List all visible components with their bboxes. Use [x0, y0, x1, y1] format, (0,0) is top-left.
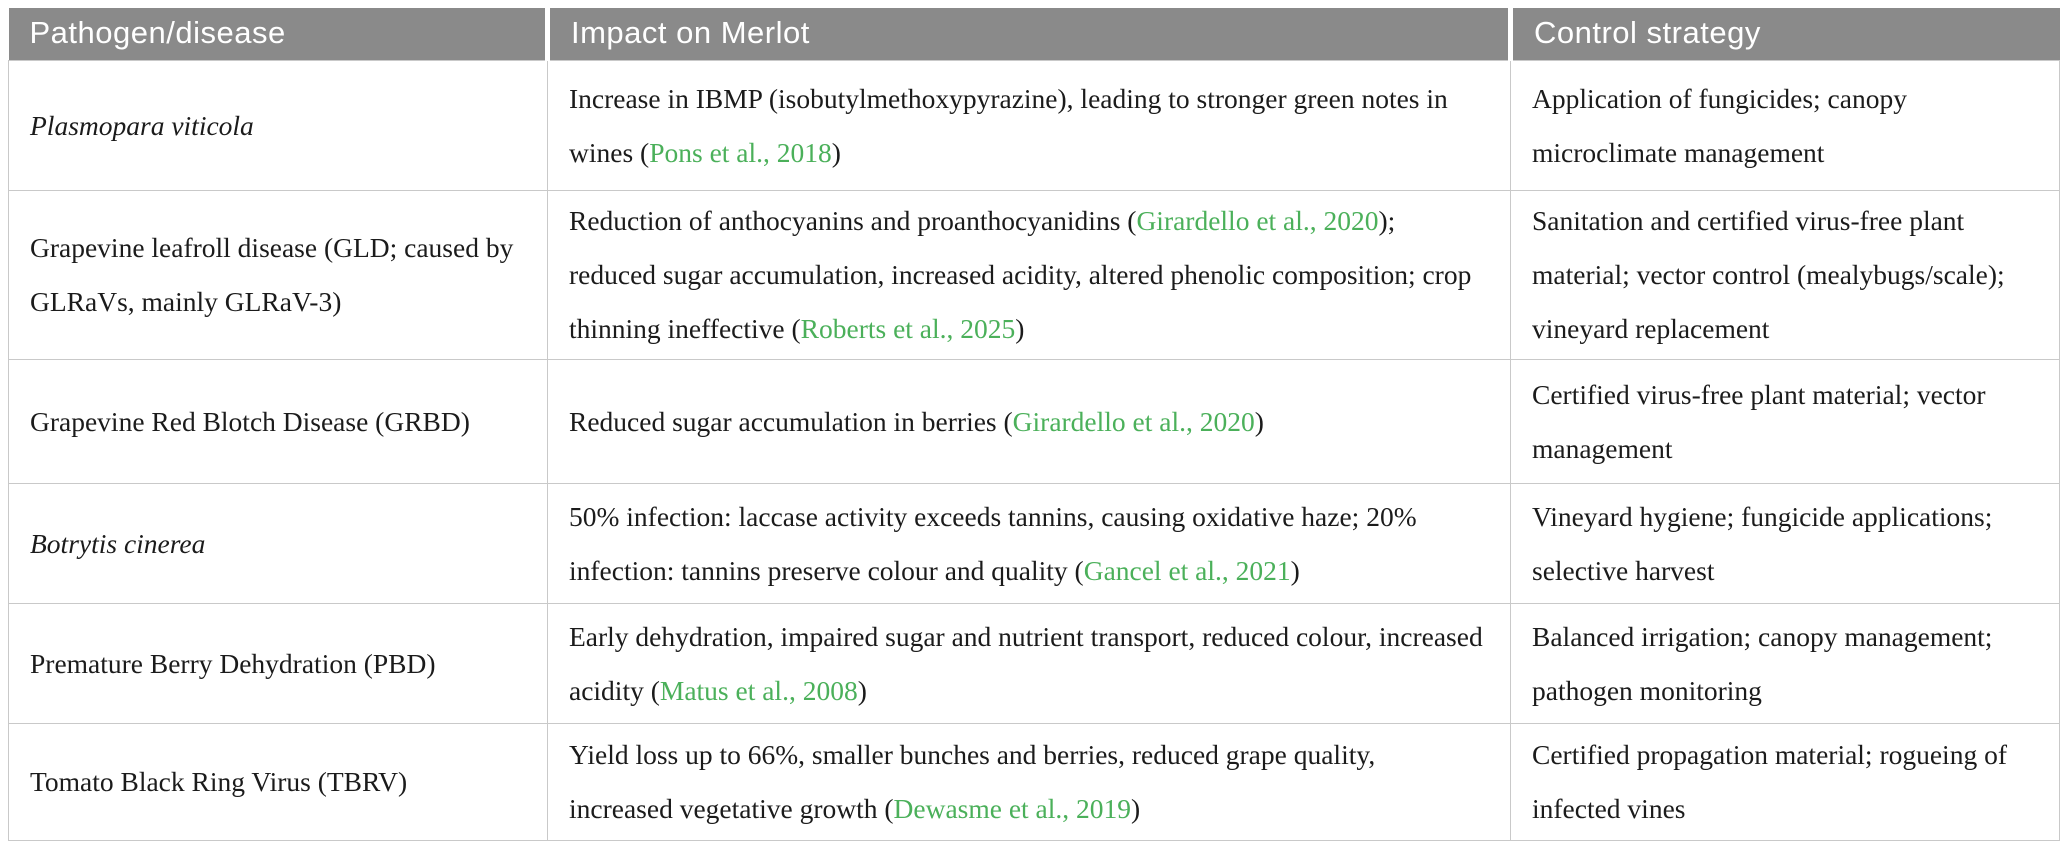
text-run: ) — [1254, 405, 1264, 437]
text-run: ) — [1015, 313, 1025, 344]
text-run: Premature Berry Dehydration (PBD) — [30, 647, 436, 679]
header-row — [9, 8, 2060, 61]
table-row — [9, 191, 2060, 360]
control-cell: Application of fungicides; canopy microclimate management — [1511, 61, 2060, 191]
pathogen-cell — [9, 484, 548, 604]
text-run: Grapevine leafroll disease (GLD; caused by GLRaVs, mainly GLRaV-3) — [30, 232, 514, 317]
table-row — [9, 61, 2060, 191]
citation-link[interactable]: Dewasme et al., 2019 — [893, 793, 1132, 824]
text-run: ); reduced sugar accumulation, increased acidity, altered phenolic composition; crop thinning ineffective ( — [569, 205, 1472, 344]
table-row — [9, 360, 2060, 484]
text-run: ) — [857, 674, 867, 706]
text-run: Plasmopara viticola — [30, 109, 254, 141]
control-cell: Certified virus-free plant material; vector management — [1511, 360, 2060, 484]
text-run: 50% infection: laccase activity exceeds tannins, causing oxidative haze; 20% infection: tannins preserve colour and quality ( — [569, 500, 1417, 586]
impact-cell — [548, 484, 1511, 604]
text-run: Reduction of anthocyanins and proanthocyanidins ( — [569, 205, 1137, 236]
pathogen-cell — [9, 191, 548, 360]
table-row — [9, 484, 2060, 604]
control-cell: Sanitation and certified virus-free plant material; vector control (mealybugs/scale); vineyard replacement — [1511, 191, 2060, 360]
citation-link[interactable]: Girardello et al., 2020 — [1136, 205, 1379, 236]
impact-cell — [548, 604, 1511, 724]
text-run: Reduced sugar accumulation in berries ( — [569, 405, 1013, 437]
text-run: Tomato Black Ring Virus (TBRV) — [30, 766, 408, 797]
table-header — [9, 8, 2060, 61]
citation-link[interactable]: Roberts et al., 2025 — [800, 313, 1016, 344]
pathogen-cell — [9, 604, 548, 724]
text-run: Botrytis cinerea — [30, 527, 206, 559]
table-row — [9, 724, 2060, 841]
control-cell: Balanced irrigation; canopy management; pathogen monitoring — [1511, 604, 2060, 724]
impact-cell — [548, 360, 1511, 484]
table-row — [9, 604, 2060, 724]
pathogen-table — [8, 8, 2060, 841]
citation-link[interactable]: Gancel et al., 2021 — [1083, 554, 1291, 586]
text-run: Yield loss up to 66%, smaller bunches and berries, reduced grape quality, increased vegetative growth ( — [569, 739, 1376, 824]
impact-cell — [548, 724, 1511, 841]
impact-cell — [548, 191, 1511, 360]
text-run: Increase in IBMP (isobutylmethoxypyrazine), leading to stronger green notes in wines ( — [569, 82, 1448, 168]
pathogen-cell — [9, 360, 548, 484]
column-header-control-strategy: Control strategy — [1511, 8, 2060, 61]
impact-cell — [548, 61, 1511, 191]
control-cell: Vineyard hygiene; fungicide applications; selective harvest — [1511, 484, 2060, 604]
table-body — [9, 61, 2060, 841]
text-run: ) — [1290, 554, 1300, 586]
pathogen-cell — [9, 61, 548, 191]
text-run: Early dehydration, impaired sugar and nutrient transport, reduced colour, increased acidity ( — [569, 620, 1483, 706]
text-run: Grapevine Red Blotch Disease (GRBD) — [30, 405, 470, 437]
citation-link[interactable]: Pons et al., 2018 — [649, 136, 832, 168]
citation-link[interactable]: Girardello et al., 2020 — [1012, 405, 1255, 437]
column-header-impact-on-merlot: Impact on Merlot — [548, 8, 1511, 61]
column-header-pathogen-disease: Pathogen/disease — [9, 8, 548, 61]
pathogen-cell — [9, 724, 548, 841]
text-run: ) — [831, 136, 841, 168]
text-run: ) — [1131, 793, 1141, 824]
citation-link[interactable]: Matus et al., 2008 — [659, 674, 858, 706]
control-cell: Certified propagation material; rogueing of infected vines — [1511, 724, 2060, 841]
